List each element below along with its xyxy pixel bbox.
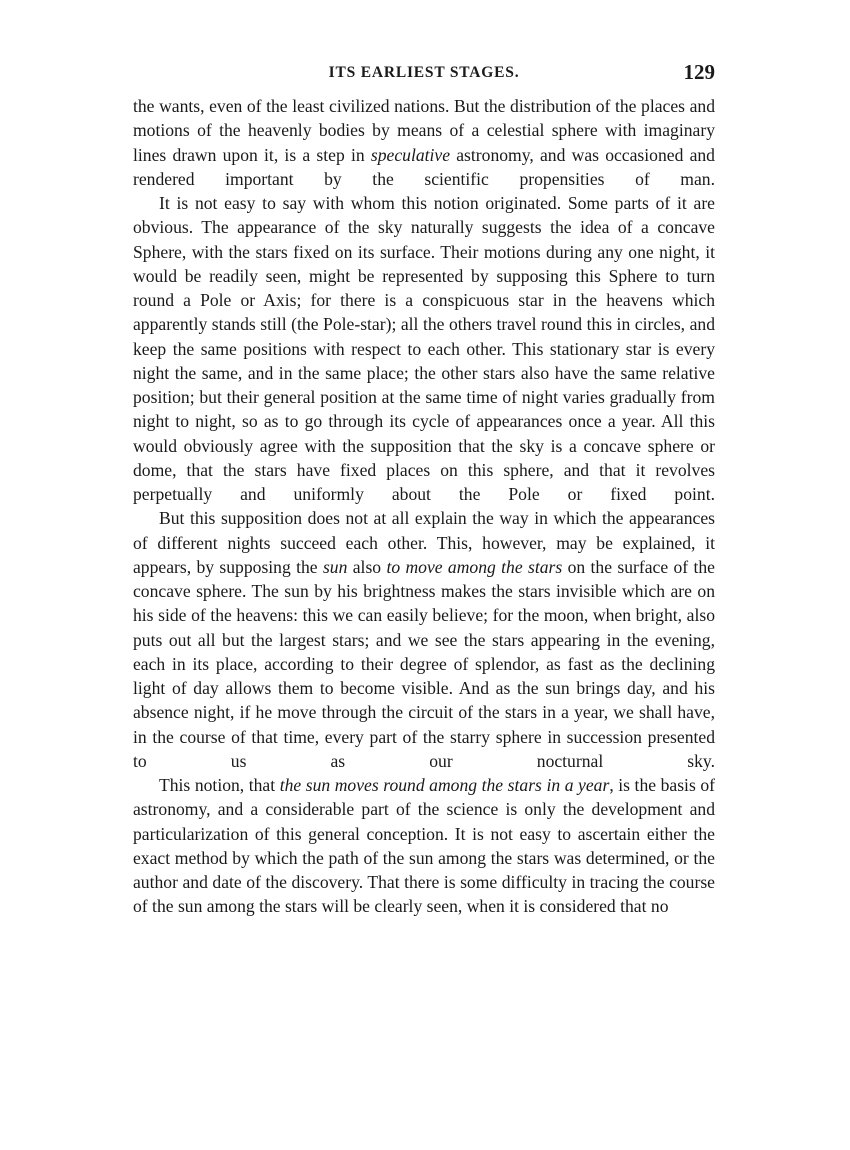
paragraph-3 <box>133 506 715 773</box>
text-run: But this supposition does not at all explain the way in which the appearances of different nights succeed each other. This, however, may be explained, it appears, by supposing the <box>133 508 715 577</box>
italic-run: sun <box>322 556 348 577</box>
text-run: on the surface of the concave sphere. The sun by his brightness makes the stars invisible which are on his side of the heavens: this we can easily believe; for the moon, when bright, also puts out all but the largest stars; and we see the stars appearing in the evening, each in its place, according to their degree of splendor, as fast as the declining light of day allows them to become visible. And as the sun brings day, and his absence night, if he move through the circuit of the stars in a year, we shall have, in the course of that time, every part of the starry sphere in succession presented to us as our nocturnal sky. <box>133 556 715 771</box>
running-head <box>133 60 715 94</box>
paragraph-2 <box>133 191 715 506</box>
running-title: ITS EARLIEST STAGES. <box>328 64 520 81</box>
text-run: It is not easy to say with whom this notion originated. Some parts of it are obvious. The appearance of the sky naturally suggests the idea of a concave Sphere, with the stars fixed on its surface. Their motions during any one night, it would be readily seen, might be represented by supposing this Sphere to turn round a Pole or Axis; for there is a conspicuous star in the heavens which apparently stands still (the Pole-star); all the others travel round this in circles, and keep the same positions with respect to each other. This stationary star is every night the same, and in the same place; the other stars also have the same relative position; but their general position at the same time of night varies gradually from night to night, so as to go through its cycle of appearances once a year. All this would obviously agree with the supposition that the sky is a concave sphere or dome, that the stars have fixed places on this sphere, and that it revolves perpetually and uniformly about the Pole or fixed point. <box>133 193 715 504</box>
paragraph-1 <box>133 94 715 191</box>
text-run: also <box>347 556 387 577</box>
paragraph-4 <box>133 773 715 919</box>
italic-run: the sun moves round among the stars in a year <box>279 775 610 795</box>
text-run: the wants, even of the least civilized nations. But the distribution of the places and motions of the heavenly bodies by means of a celestial sphere with imaginary lines drawn upon it, is a step in <box>133 96 715 165</box>
text-run: , is the basis of astronomy, and a considerable part of the science is only the development and particularization of this general conception. It is not easy to ascertain either the exact method by which the path of the sun among the stars was determined, or the author and date of the discovery. That there is some difficulty in tracing the course of the sun among the stars will be clearly seen, when it is considered that no <box>133 775 715 917</box>
italic-run: speculative <box>370 144 451 165</box>
book-page <box>133 60 715 919</box>
italic-run: to move among the stars <box>386 556 563 577</box>
page-number: 129 <box>683 60 715 84</box>
text-run: astronomy, and was occasioned and rendered important by the scientific propensities of man. <box>133 144 715 189</box>
text-run: This notion, that <box>159 775 280 795</box>
